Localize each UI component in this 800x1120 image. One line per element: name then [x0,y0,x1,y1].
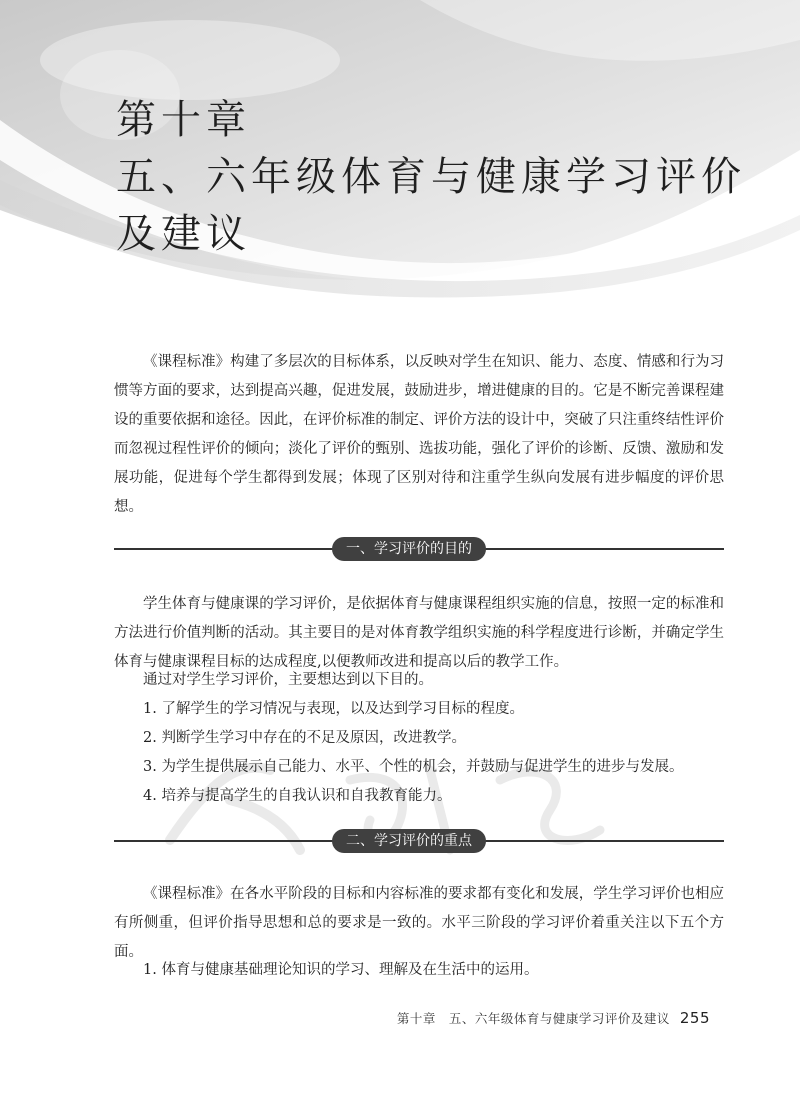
chapter-title [116,92,756,263]
section-2-paragraph: 《课程标准》在各水平阶段的目标和内容标准的要求都有变化和发展，学生学习评价也相应有所侧重，但评价指导思想和总的要求是一致的。水平三阶段的学习评价着重关注以下五个方面。 [114,886,724,960]
section-1-lead: 通过对学生学习评价，主要想达到以下目的。 [143,672,433,688]
page-number: 255 [679,1009,710,1027]
list-item: 4. 培养与提高学生的自我认识和自我教育能力。 [143,788,452,804]
list-item: 3. 为学生提供展示自己能力、水平、个性的机会，并鼓励与促进学生的进步与发展。 [143,759,684,775]
section-2-header [114,829,724,853]
section-1-paragraph: 学生体育与健康课的学习评价，是依据体育与健康课程组织实施的信息，按照一定的标准和方法进行价值判断的活动。其主要目的是对体育教学组织实施的科学程度进行诊断，并确定学生体育与健康课程目标的达成程度,以便教师改进和提高以后的教学工作。 [114,596,724,670]
page-footer [397,1009,710,1027]
intro-paragraph: 《课程标准》构建了多层次的目标体系，以反映对学生在知识、能力、态度、情感和行为习惯等方面的要求，达到提高兴趣，促进发展，鼓励进步，增进健康的目的。它是不断完善课程建设的重要依据和途径。因此，在评价标准的制定、评价方法的设计中，突破了只注重终结性评价而忽视过程性评价的倾向；淡化了评价的甄别、选拔功能，强化了评价的诊断、反馈、激励和发展功能，促进每个学生都得到发展；体现了区别对待和注重学生纵向发展有进步幅度的评价思想。 [114,354,724,515]
chapter-title-line1: 五、六年级体育与健康学习评价 [116,154,746,200]
section-2-heading: 二、学习评价的重点 [332,829,486,853]
list-item: 2. 判断学生学习中存在的不足及原因，改进教学。 [143,730,466,746]
chapter-label: 第十章 [116,97,251,143]
chapter-title-line2: 及建议 [116,211,251,257]
section-1-header [114,537,724,561]
running-title: 第十章 五、六年级体育与健康学习评价及建议 [396,1011,670,1026]
section-1-heading: 一、学习评价的目的 [332,537,486,561]
list-item: 1. 了解学生的学习情况与表现，以及达到学习目标的程度。 [143,701,524,717]
section-2-list [114,956,724,985]
list-item: 1. 体育与健康基础理论知识的学习、理解及在生活中的运用。 [143,962,539,978]
